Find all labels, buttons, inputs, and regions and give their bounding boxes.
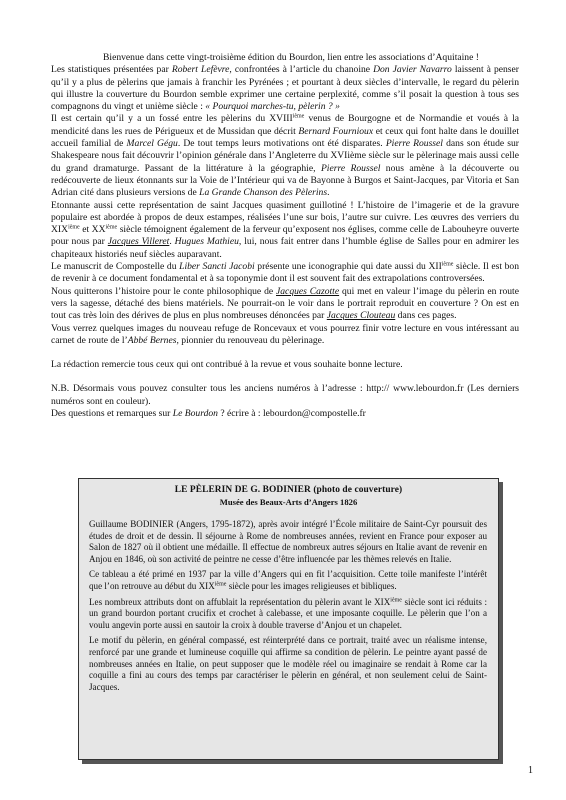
box-subtitle: Musée des Beaux-Arts d’Angers 1826 <box>219 497 358 507</box>
manuscript-paragraph <box>51 261 519 286</box>
text-run: Les nombreux attributs dont on affublait la représentation du pèlerin avant le XIX <box>89 596 391 607</box>
author-name: Abbé Bernes, <box>127 334 179 346</box>
thanks-paragraph: La rédaction remercie tous ceux qui ont contribué à la revue et vous souhaite bonne lecture. <box>51 359 403 371</box>
text-run: siècle pour les images religieuses et bibliques. <box>226 580 397 591</box>
author-name: Jacques Villeret <box>107 236 170 248</box>
tale-paragraph <box>51 286 519 323</box>
text-run: nous amène à la découverte ou redécouverte de lieux étonnants sur la Voie de l’Intérieur qui va de Bayonne à Burgos et Saint-Jacques, par Vitoria et San Adrian cité dans plusieurs versions de <box>51 162 519 199</box>
author-name: Robert Lefèvre <box>171 64 230 76</box>
pilgrims-paragraph <box>51 113 519 199</box>
cover-photo-box <box>78 478 499 760</box>
author-name: Jacques Cazotte <box>276 285 340 297</box>
text-run: , lui, nous fait entrer dans l’humble église de Salles pour en admirer les chapiteaux historiés neuf siècles auparavant. <box>51 236 519 260</box>
text-run: présente une iconographie qui date aussi du XII <box>254 261 442 273</box>
box-body <box>89 519 487 697</box>
text-run: siècle sont ici réduits : un grand bourdon portant crucifix et crochet à calebasse, et une imposante coquille. Le pèlerin que l’on a voulu angevin porte aussi en sautoir la croix à double traverse d’Anjou et un chapelet. <box>89 596 487 630</box>
author-name: Bernard Fournioux <box>298 125 374 137</box>
refuge-paragraph <box>51 323 519 348</box>
text-run: dans ces pages. <box>395 310 457 322</box>
welcome-paragraph: Bienvenue dans cette vingt-troisième édition du Bourdon, lien entre les associations d’Aquitaine ! <box>103 52 479 63</box>
author-name: Pierre Roussel <box>320 162 381 174</box>
work-title: Le Bourdon <box>172 408 218 420</box>
text-run: Il est certain qu’il y a un fossé entre les pèlerins du XVIII <box>51 113 293 125</box>
author-name: Marcel Gégu <box>126 138 178 150</box>
text-run: Vous verrez quelques images du nouveau refuge de Roncevaux et vous pourrez finir votre lecture en vous intéressant au carnet de route de l’ <box>51 322 519 346</box>
text-run: Les statistiques présentées par <box>51 64 172 76</box>
text-run: et ceux qui font halte dans le douillet accueil familial de <box>51 125 519 150</box>
acquisition-paragraph <box>89 569 487 592</box>
text-run: ? écrire à : lebourdon@compostelle.fr <box>217 408 366 420</box>
nb-paragraph: N.B. Désormais vous pouvez consulter tous les anciens numéros à l’adresse : http:// www.lebourdon.fr (Les derniers numéros sont en couleur). <box>51 383 519 407</box>
text-run: Le manuscrit de Compostelle du <box>51 261 180 273</box>
text-run: Nous quitterons l’histoire pour le conte philosophique de <box>51 285 276 297</box>
superscript: ième <box>441 261 454 268</box>
text-run: laissent à penser qu’il y a plus de pèlerins que jamais à franchir les Pyrénées ; et pourtant à deux siècles d’intervalle, le regard du pèlerin qui illustre la couverture du Bourdon semble exprimer une certaine perplexité, comme s’il posait la question à tous ses compagnons du vingt et unième siècle : <box>51 64 519 113</box>
text-run: dans son étude sur Shakespeare nous fait découvrir l’opinion générale dans l’Angleterre du XVIième siècle sur le pèlerinage mais aussi celle du grand dramaturge. Passant de la littérature à la géographie, <box>51 138 520 174</box>
statistics-paragraph <box>51 64 519 113</box>
text-run: qui met en valeur l’image du pèlerin en route vers la sagesse, détaché des biens matériels. Ne pourrait-on le voir dans le portrait reproduit en couverture ? On est en tout cas très loin des dérives de plus en plus nombreuses dénoncées par <box>51 285 519 322</box>
text-run: . <box>327 187 330 199</box>
spacer <box>51 371 519 383</box>
author-name: Jacques Clouteau <box>326 310 396 322</box>
text-run: siècle. Il est bon de revenir à ce document fondamental et à sa toponymie dont il est souvent fait des extrapolations controversées. <box>51 261 520 285</box>
text-run: . De tout temps leurs motivations ont été disparates. <box>177 138 386 150</box>
text-run: et XX <box>79 224 106 236</box>
work-title: La Grande Chanson des Pèlerins <box>199 187 328 199</box>
contact-paragraph <box>51 408 519 420</box>
superscript: ième <box>214 581 227 588</box>
box-title: LE PÈLERIN DE G. BODINIER (photo de couverture) <box>174 485 403 495</box>
text-run: Etonnante aussi cette représentation de saint Jacques quasiment guillotiné ! L’histoire de l’imagerie et de la gravure populaire est abordée à propos de deux estampes, réalisées l’une sur bois, l’autre sur cuivre. Les œuvres des verriers du XIX <box>51 199 519 236</box>
quote: « Pourquoi marches-tu, pèlerin ? » <box>205 101 340 113</box>
page-number: 1 <box>528 765 533 776</box>
text-run: Des questions et remarques sur <box>51 408 173 420</box>
text-run: Ce tableau a été primé en 1937 par la ville d’Angers qui en fit l’acquisition. Cette toile manifeste l’intérêt que l’on retrouve au début du XIX <box>89 569 487 591</box>
superscript: ième <box>292 113 305 120</box>
superscript: ième <box>105 224 118 231</box>
imagery-paragraph <box>51 200 519 261</box>
attributes-paragraph <box>89 597 487 632</box>
superscript: ième <box>390 597 402 604</box>
motif-paragraph: Le motif du pèlerin, en général compassé, est réinterprété dans ce portrait, traité avec un réalisme intense, renforcé par une grande et lumineuse coquille qui affirme sa condition de pèlerin. Le peintre ayant passé de nombreuses années en Italie, on peut supposer que le modèle réel ou imaginaire se rendait à Rome car la coquille a fini au cours des temps par caractériser le pèlerin en général, et non seulement celui de Saint-Jacques. <box>89 635 487 692</box>
author-name: Don Javier Navarro <box>373 64 452 76</box>
superscript: ième <box>68 224 80 231</box>
author-name: Hugues Mathieu <box>174 236 239 248</box>
text-run: , confrontées à l’article du chanoine <box>229 64 374 76</box>
author-name: Pierre Roussel <box>385 138 443 150</box>
text-run: . <box>169 236 175 248</box>
text-run: venus de Bourgogne et de Normandie et voués à la mendicité dans les rues de Périgueux et de Mussidan que décrit <box>51 113 519 137</box>
work-title: Liber Sancti Jacobi <box>179 261 255 273</box>
text-run: siècle témoignent également de la ferveur qu’exposent nos églises, comme celle de Labouheyre ouverte pour nous par <box>51 224 519 248</box>
editorial-text <box>51 52 519 420</box>
spacer <box>51 347 519 359</box>
biography-paragraph: Guillaume BODINIER (Angers, 1795-1872), après avoir intégré l’École militaire de Saint-Cyr poursuit des études de droit et de dessin. Il séjourne à Rome de nombreuses années, revient en France pour exposer au Salon de 1827 où il obtient une médaille. Il effectue de nombreux autres séjours en Italie avant de revenir en Anjou en 1846, où son activité de peintre ne cesse d’être influencée par les thèmes relevés en Italie. <box>89 519 487 564</box>
text-run: pionnier du renouveau du pèlerinage. <box>178 334 325 346</box>
